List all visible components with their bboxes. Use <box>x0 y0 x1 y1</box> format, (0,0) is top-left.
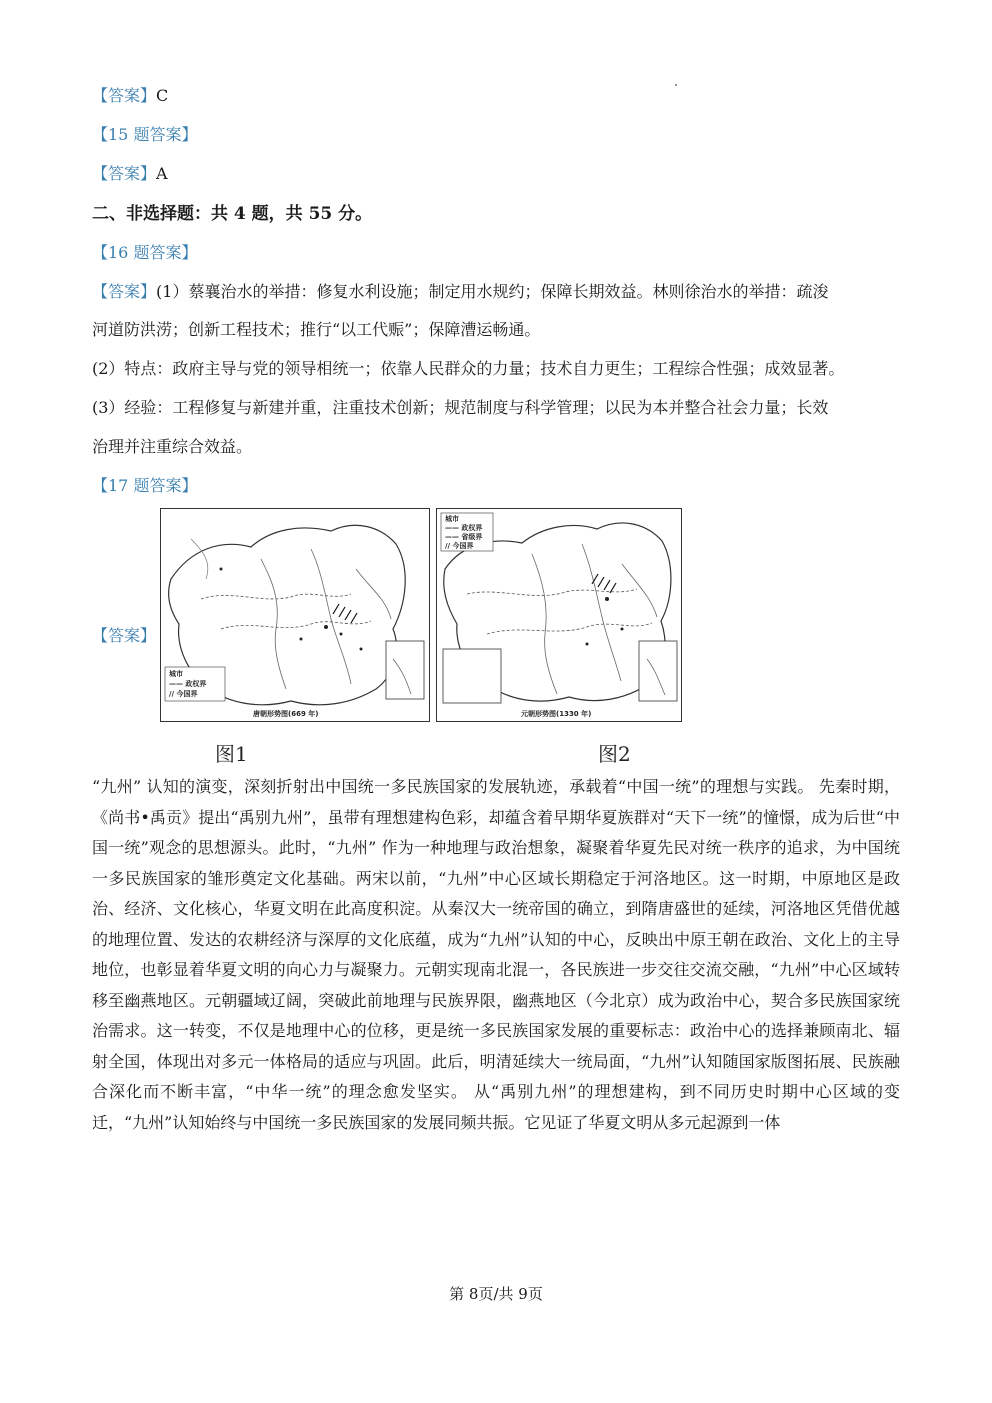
tang-legend-3: // 今国界 <box>169 690 198 698</box>
q16-part3-line2: 治理并注重综合效益。 <box>92 437 253 456</box>
figure-2-label: 图2 <box>598 742 631 766</box>
answer-line-15 <box>92 164 168 184</box>
tang-legend-1: 城市 <box>169 670 183 678</box>
q16-part2: (2）特点：政府主导与党的领导相统一；依靠人民群众的力量；技术自力更生；工程综合性强；成效显著。 <box>92 359 845 378</box>
page-footer: 第 8页/共 9页 <box>449 1285 543 1303</box>
yuan-legend-2: —— 政权界 <box>445 524 483 532</box>
q16-label: 【16 题答案】 <box>92 243 198 262</box>
tang-dynasty-map <box>160 508 430 722</box>
q17-essay-paragraph: “九州” 认知的演变，深刻折射出中国统一多民族国家的发展轨迹，承载着“中国一统”的理想与实践。 先秦时期，《尚书•禹贡》提出“禹别九州”，虽带有理想建构色彩，却蕴含着早期华夏族群对“天下一统”的憧憬，成为后世“中国一统”观念的思想源头。此时，“九州” 作为一种地理与政治想象，凝聚着华夏先民对统一秩序的追求，为中国统一多民族国家的雏形奠定文化基础。两宋以前，“九州”中心区域长期稳定于河洛地区。这一时期，中原地区是政治、经济、文化核心，华夏文明在此高度积淀。从秦汉大一统帝国的确立，到隋唐盛世的延续，河洛地区凭借优越的地理位置、发达的农耕经济与深厚的文化底蕴，成为“九州”认知的中心，反映出中原王朝在政治、文化上的主导地位，也彰显着华夏文明的向心力与凝聚力。元朝实现南北混一，各民族进一步交往交流交融，“九州”中心区域转移至幽燕地区。元朝疆域辽阔，突破此前地理与民族界限，幽燕地区（今北京）成为政治中心，契合多民族国家统治需求。这一转变，不仅是地理中心的位移，更是统一多民族国家发展的重要标志：政治中心的选择兼顾南北、辐射全国，体现出对多元一体格局的适应与巩固。此后，明清延续大一统局面，“九州”认知随国家版图拓展、民族融合深化而不断丰富，“中华一统”的理念愈发坚实。 从“禹别九州”的理想建构，到不同历史时期中心区域的变迁，“九州”认知始终与中国统一多民族国家的发展同频共振。它见证了华夏文明从多元起源到一体 <box>92 777 900 1132</box>
yuan-legend-4: // 今国界 <box>445 542 474 550</box>
yuan-legend-1: 城市 <box>445 515 459 523</box>
yuan-map-caption: 元朝形势图(1330 年) <box>521 710 592 718</box>
q15-label: 【15 题答案】 <box>92 125 198 144</box>
answer-tag: 【答案】 <box>92 86 157 105</box>
answer-line-14 <box>92 86 168 106</box>
yuan-dynasty-map <box>436 508 682 722</box>
q17-answer-tag: 【答案】 <box>92 626 157 645</box>
q16-part1-text-a: (1）蔡襄治水的举措：修复水利设施；制定用水规约；保障长期效益。林则徐治水的举措：疏浚 <box>156 282 829 301</box>
answer-value: A <box>156 164 168 183</box>
answer-value: C <box>156 86 169 105</box>
tang-map-caption: 唐朝形势图(669 年) <box>253 710 319 718</box>
figure-1-label: 图1 <box>215 742 248 766</box>
tang-legend-2: —— 政权界 <box>169 680 207 688</box>
answer-tag: 【答案】 <box>92 164 157 183</box>
q17-label: 【17 题答案】 <box>92 476 198 495</box>
scan-speck <box>675 84 677 86</box>
q16-part3-line1: (3）经验：工程修复与新建并重，注重技术创新；规范制度与科学管理；以民为本并整合社会力量；长效 <box>92 398 829 417</box>
section-heading: 二、非选择题：共 4 题，共 55 分。 <box>92 204 373 224</box>
tang-map-drawing <box>161 509 429 721</box>
q16-part1-line2: 河道防洪涝；创新工程技术；推行“以工代赈”；保障漕运畅通。 <box>92 320 541 339</box>
q16-part1-line1 <box>92 282 828 302</box>
answer-tag: 【答案】 <box>92 282 157 301</box>
yuan-legend-3: —— 省级界 <box>445 533 483 541</box>
